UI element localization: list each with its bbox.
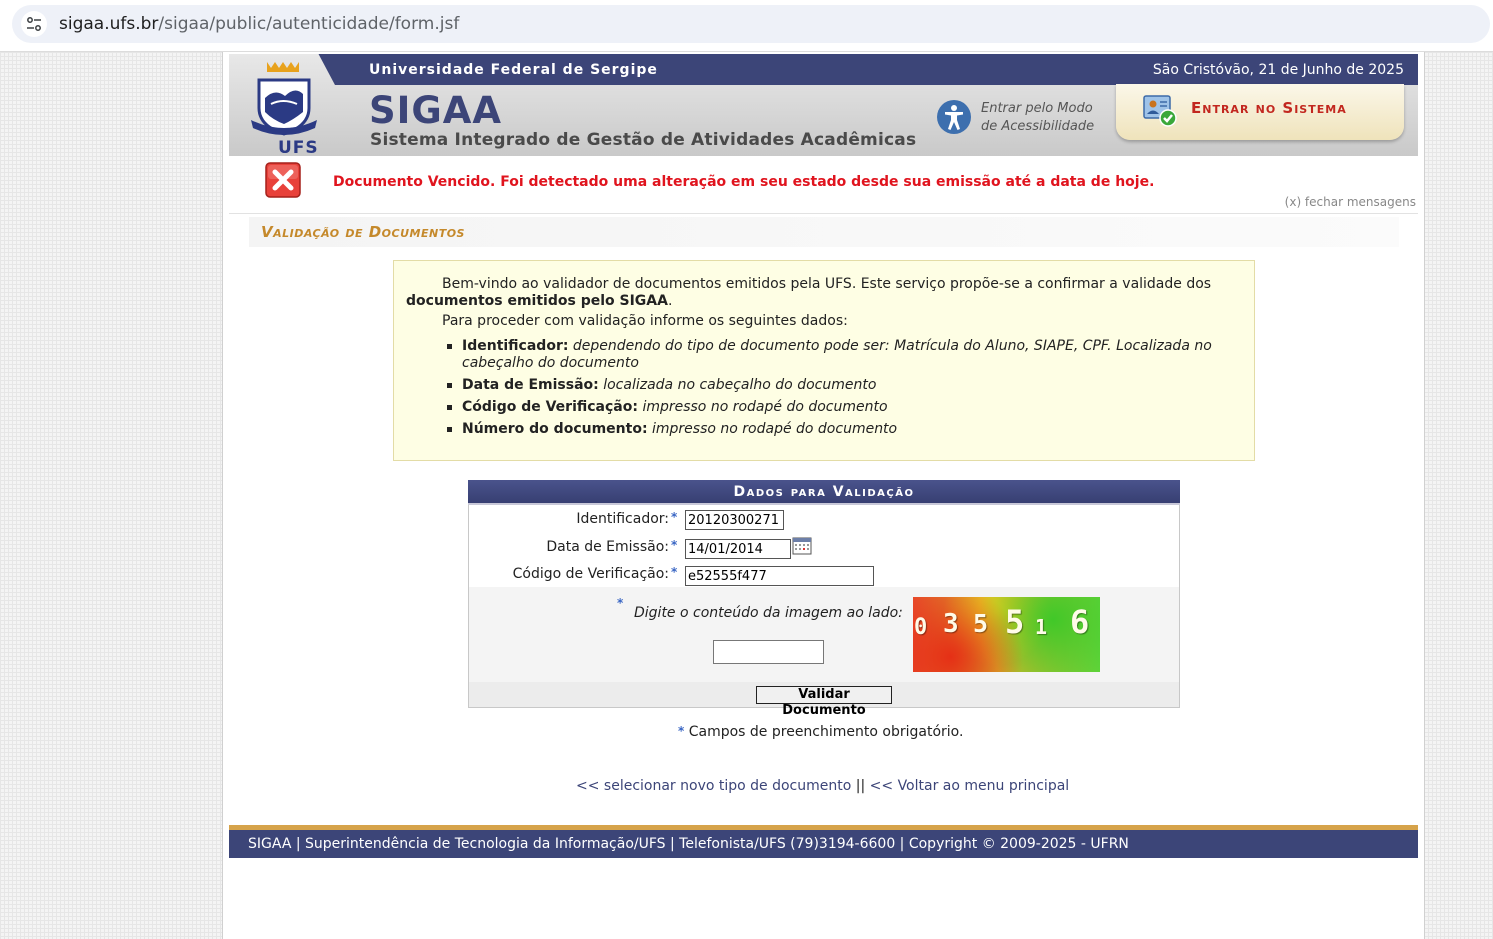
validar-documento-button[interactable]: Validar Documento [756,686,892,704]
required-star-icon: * [678,724,685,738]
accessibility-icon[interactable] [937,100,971,134]
captcha-section [469,587,1179,682]
login-label[interactable]: Entrar no Sistema [1191,99,1347,117]
error-message: Documento Vencido. Foi detectado uma alteração em seu estado desde sua emissão até a data de hoje. [333,174,1155,190]
app-title: SIGAA [369,89,503,132]
codigo-verificacao-input[interactable] [685,566,874,586]
login-button[interactable] [1116,84,1404,140]
required-star-icon: * [617,596,624,610]
error-icon [265,162,301,198]
identificador-label: Identificador: [576,511,669,527]
ufs-logo [245,58,323,154]
codigo-row [469,564,669,586]
logo-text: UFS [278,138,319,156]
user-card-check-icon [1142,94,1178,128]
address-bar[interactable] [12,5,1490,43]
calendar-icon[interactable] [792,537,812,555]
captcha-input[interactable] [713,640,824,664]
app-subtitle: Sistema Integrado de Gestão de Atividades Acadêmicas [370,130,917,150]
url-text[interactable]: sigaa.ufs.br/sigaa/public/autenticidade/form.jsf [59,14,460,34]
accessibility-line-1[interactable]: Entrar pelo Modo [981,101,1093,116]
intro-line-2: Para proceder com validação informe os seguintes dados: [442,313,848,329]
required-note [678,724,963,740]
intro-line-1-cont: documentos emitidos pelo SIGAA. [406,293,673,309]
required-star-icon: * [671,510,678,524]
back-main-menu-link[interactable]: << Voltar ao menu principal [869,778,1070,794]
section-title-bar [249,217,1399,247]
page-title: Validação de Documentos [261,223,465,241]
captcha-digit: 6 [1070,603,1090,641]
validation-form [468,480,1180,718]
required-star-icon: * [671,538,678,552]
captcha-digit: 5 [1005,603,1025,641]
identificador-row [469,509,669,531]
site-footer [229,825,1418,858]
select-new-doc-type-link[interactable]: << selecionar novo tipo de documento [576,778,852,794]
page-container [222,52,1425,939]
list-item: Número do documento: impresso no rodapé do documento [462,421,1242,438]
list-item: Identificador: dependendo do tipo de documento pode ser: Matrícula do Aluno, SIAPE, CPF. Localizada no cabeçalho do documento [462,338,1242,372]
form-actions [469,682,1179,718]
form-caption: Dados para Validação [468,480,1180,505]
message-panel [229,158,1418,214]
data-emissao-row [469,537,669,559]
list-item: Código de Verificação: impresso no rodapé do documento [462,399,1242,416]
required-star-icon: * [671,565,678,579]
university-name: Universidade Federal de Sergipe [369,62,658,78]
nav-separator: || [855,778,866,794]
captcha-digit: 1 [1035,615,1048,639]
browser-toolbar [0,0,1493,52]
data-emissao-label: Data de Emissão: [546,539,669,555]
required-note-text: Campos de preenchimento obrigatório. [688,724,964,740]
accessibility-line-2[interactable]: de Acessibilidade [981,119,1095,134]
close-messages-link[interactable]: (x) fechar mensagens [1284,195,1416,209]
captcha-image [913,597,1100,672]
site-header [229,54,1418,156]
intro-panel [393,260,1255,461]
captcha-digit: 0 [914,615,928,640]
data-emissao-input[interactable] [685,539,791,559]
intro-list [406,338,1242,438]
header-date: São Cristóvão, 21 de Junho de 2025 [1152,62,1404,78]
navigation-links [576,778,1069,794]
accessibility-link[interactable] [981,100,1101,136]
codigo-label: Código de Verificação: [512,566,669,582]
intro-line-1: Bem-vindo ao validador de documentos emitidos pela UFS. Este serviço propõe-se a confirmar a validade dos [442,276,1212,292]
list-item: Data de Emissão: localizada no cabeçalho do documento [462,377,1242,394]
captcha-label: Digite o conteúdo da imagem ao lado: [634,605,903,621]
footer-text: SIGAA | Superintendência de Tecnologia da Informação/UFS | Telefonista/UFS (79)3194-6600 | Copyright © 2009-2025 - UFRN [248,836,1129,852]
ufs-crest-icon [245,58,323,138]
captcha-digit: 5 [973,609,989,638]
captcha-digit: 3 [943,609,959,639]
site-info-icon[interactable] [21,11,47,37]
identificador-input[interactable] [685,510,784,530]
